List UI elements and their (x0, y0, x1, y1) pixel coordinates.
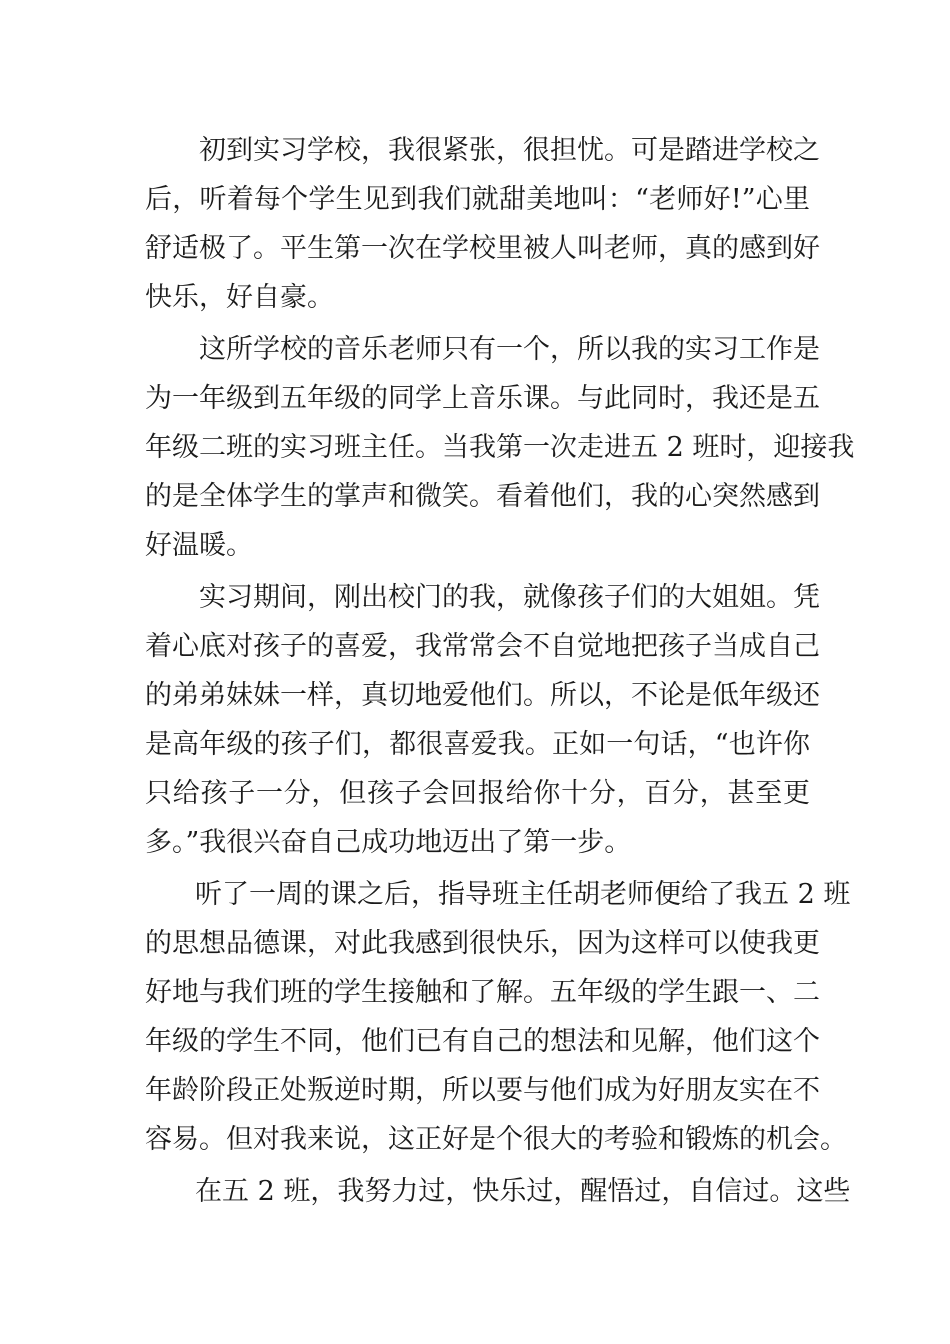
text-line: 初到实习学校，我很紧张，很担忧。可是踏进学校之 (199, 135, 820, 166)
text-line: 在五 2 班，我努力过，快乐过，醒悟过，自信过。这些 (195, 1176, 851, 1207)
text-line: 容易。但对我来说，这正好是个很大的考验和锻炼的机会。 (145, 1124, 847, 1155)
text-line: 多。”我很兴奋自己成功地迈出了第一步。 (145, 827, 632, 858)
text-line: 的弟弟妹妹一样，真切地爱他们。所以，不论是低年级还 (145, 680, 820, 711)
text-line: 听了一周的课之后，指导班主任胡老师便给了我五 2 班 (195, 879, 851, 910)
text-line: 的是全体学生的掌声和微笑。看着他们，我的心突然感到 (145, 481, 820, 512)
text-line: 只给孩子一分，但孩子会回报给你十分，百分，甚至更 (145, 778, 810, 809)
text-line: 是高年级的孩子们，都很喜爱我。正如一句话，“也许你 (145, 729, 810, 760)
text-line: 这所学校的音乐老师只有一个，所以我的实习工作是 (199, 334, 820, 365)
text-line: 的思想品德课，对此我感到很快乐，因为这样可以使我更 (145, 928, 820, 959)
text-line: 实习期间，刚出校门的我，就像孩子们的大姐姐。凭 (199, 582, 820, 613)
text-line: 舒适极了。平生第一次在学校里被人叫老师，真的感到好 (145, 233, 820, 264)
text-line: 好地与我们班的学生接触和了解。五年级的学生跟一、二 (145, 977, 820, 1008)
text-line: 年龄阶段正处叛逆时期，所以要与他们成为好朋友实在不 (145, 1075, 820, 1106)
text-line: 快乐，好自豪。 (145, 282, 334, 313)
text-line: 后，听着每个学生见到我们就甜美地叫：“老师好!”心里 (145, 184, 810, 215)
text-line: 好温暖。 (145, 530, 253, 561)
text-line: 年级的学生不同，他们已有自己的想法和见解，他们这个 (145, 1026, 820, 1057)
text-line: 为一年级到五年级的同学上音乐课。与此同时，我还是五 (145, 383, 820, 414)
text-line: 年级二班的实习班主任。当我第一次走进五 2 班时，迎接我 (145, 432, 855, 463)
text-line: 着心底对孩子的喜爱，我常常会不自觉地把孩子当成自己 (145, 631, 820, 662)
